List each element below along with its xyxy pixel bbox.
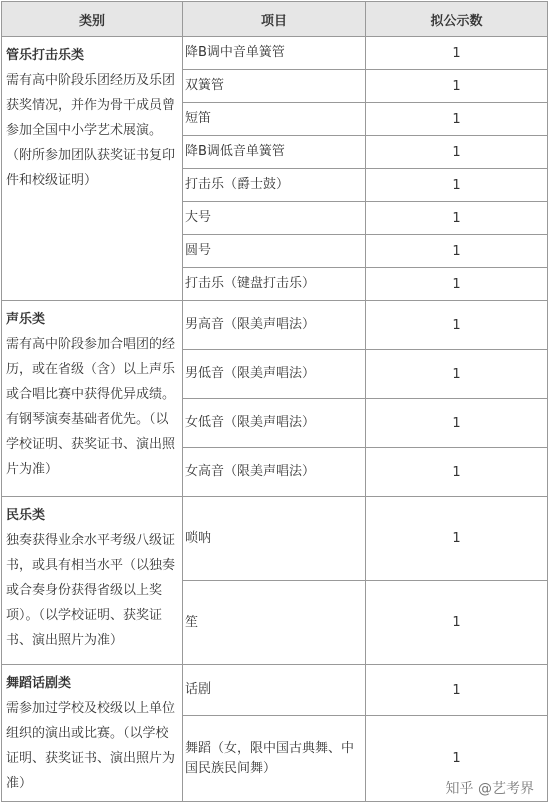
item-name: 笙	[183, 581, 366, 665]
category-cell	[2, 497, 183, 665]
table-row	[2, 497, 548, 581]
item-name: 降B调中音单簧管	[183, 37, 366, 70]
header-count: 拟公示数	[366, 2, 548, 37]
item-name: 男高音（限美声唱法）	[183, 301, 366, 350]
item-count: 1	[366, 665, 548, 716]
item-name: 舞蹈（女，限中国古典舞、中国民族民间舞）	[183, 716, 366, 802]
item-name: 降B调低音单簧管	[183, 136, 366, 169]
category-desc: 独奏获得业余水平考级八级证书，或具有相当水平（以独奏或合奏身份获得省级以上奖项）。（以学校证明、获奖证书、演出照片为准）	[6, 533, 176, 648]
header-category: 类别	[2, 2, 183, 37]
header-item: 项目	[183, 2, 366, 37]
item-name: 大号	[183, 202, 366, 235]
item-name: 打击乐（爵士鼓）	[183, 169, 366, 202]
category-desc: 需参加过学校及校级以上单位组织的演出或比赛。（以学校证明、获奖证书、演出照片为准）	[6, 701, 176, 791]
item-count: 1	[366, 169, 548, 202]
table-row	[2, 37, 548, 70]
item-name: 双簧管	[183, 70, 366, 103]
item-name: 唢呐	[183, 497, 366, 581]
item-name: 话剧	[183, 665, 366, 716]
item-count: 1	[366, 202, 548, 235]
category-name: 管乐打击乐类	[6, 48, 85, 63]
item-name: 男低音（限美声唱法）	[183, 350, 366, 399]
item-count: 1	[366, 448, 548, 497]
category-cell	[2, 37, 183, 301]
table-row	[2, 301, 548, 350]
table-body	[2, 37, 548, 802]
item-name: 女低音（限美声唱法）	[183, 399, 366, 448]
category-name: 舞蹈话剧类	[6, 676, 72, 691]
item-name: 打击乐（键盘打击乐）	[183, 268, 366, 301]
admission-table	[1, 1, 548, 802]
item-count: 1	[366, 103, 548, 136]
category-name: 民乐类	[6, 508, 46, 523]
header-row	[2, 2, 548, 37]
item-name: 圆号	[183, 235, 366, 268]
item-count: 1	[366, 70, 548, 103]
item-count: 1	[366, 37, 548, 70]
item-count: 1	[366, 268, 548, 301]
category-name: 声乐类	[6, 312, 46, 327]
item-count: 1	[366, 497, 548, 581]
category-desc: 需有高中阶段参加合唱团的经历，或在省级（含）以上声乐或合唱比赛中获得优异成绩。有钢琴演奏基础者优先。（以学校证明、获奖证书、演出照片为准）	[6, 337, 176, 477]
item-name: 短笛	[183, 103, 366, 136]
table-row	[2, 665, 548, 716]
category-desc: 需有高中阶段乐团经历及乐团获奖情况，并作为骨干成员曾参加全国中小学艺术展演。（附所参加团队获奖证书复印件和校级证明）	[6, 73, 176, 188]
item-count: 1	[366, 716, 548, 802]
item-count: 1	[366, 350, 548, 399]
item-count: 1	[366, 235, 548, 268]
item-count: 1	[366, 581, 548, 665]
item-count: 1	[366, 136, 548, 169]
category-cell	[2, 665, 183, 802]
watermark-text: 知乎 @艺考界	[445, 781, 534, 797]
item-count: 1	[366, 301, 548, 350]
item-count: 1	[366, 399, 548, 448]
item-name: 女高音（限美声唱法）	[183, 448, 366, 497]
category-cell	[2, 301, 183, 497]
